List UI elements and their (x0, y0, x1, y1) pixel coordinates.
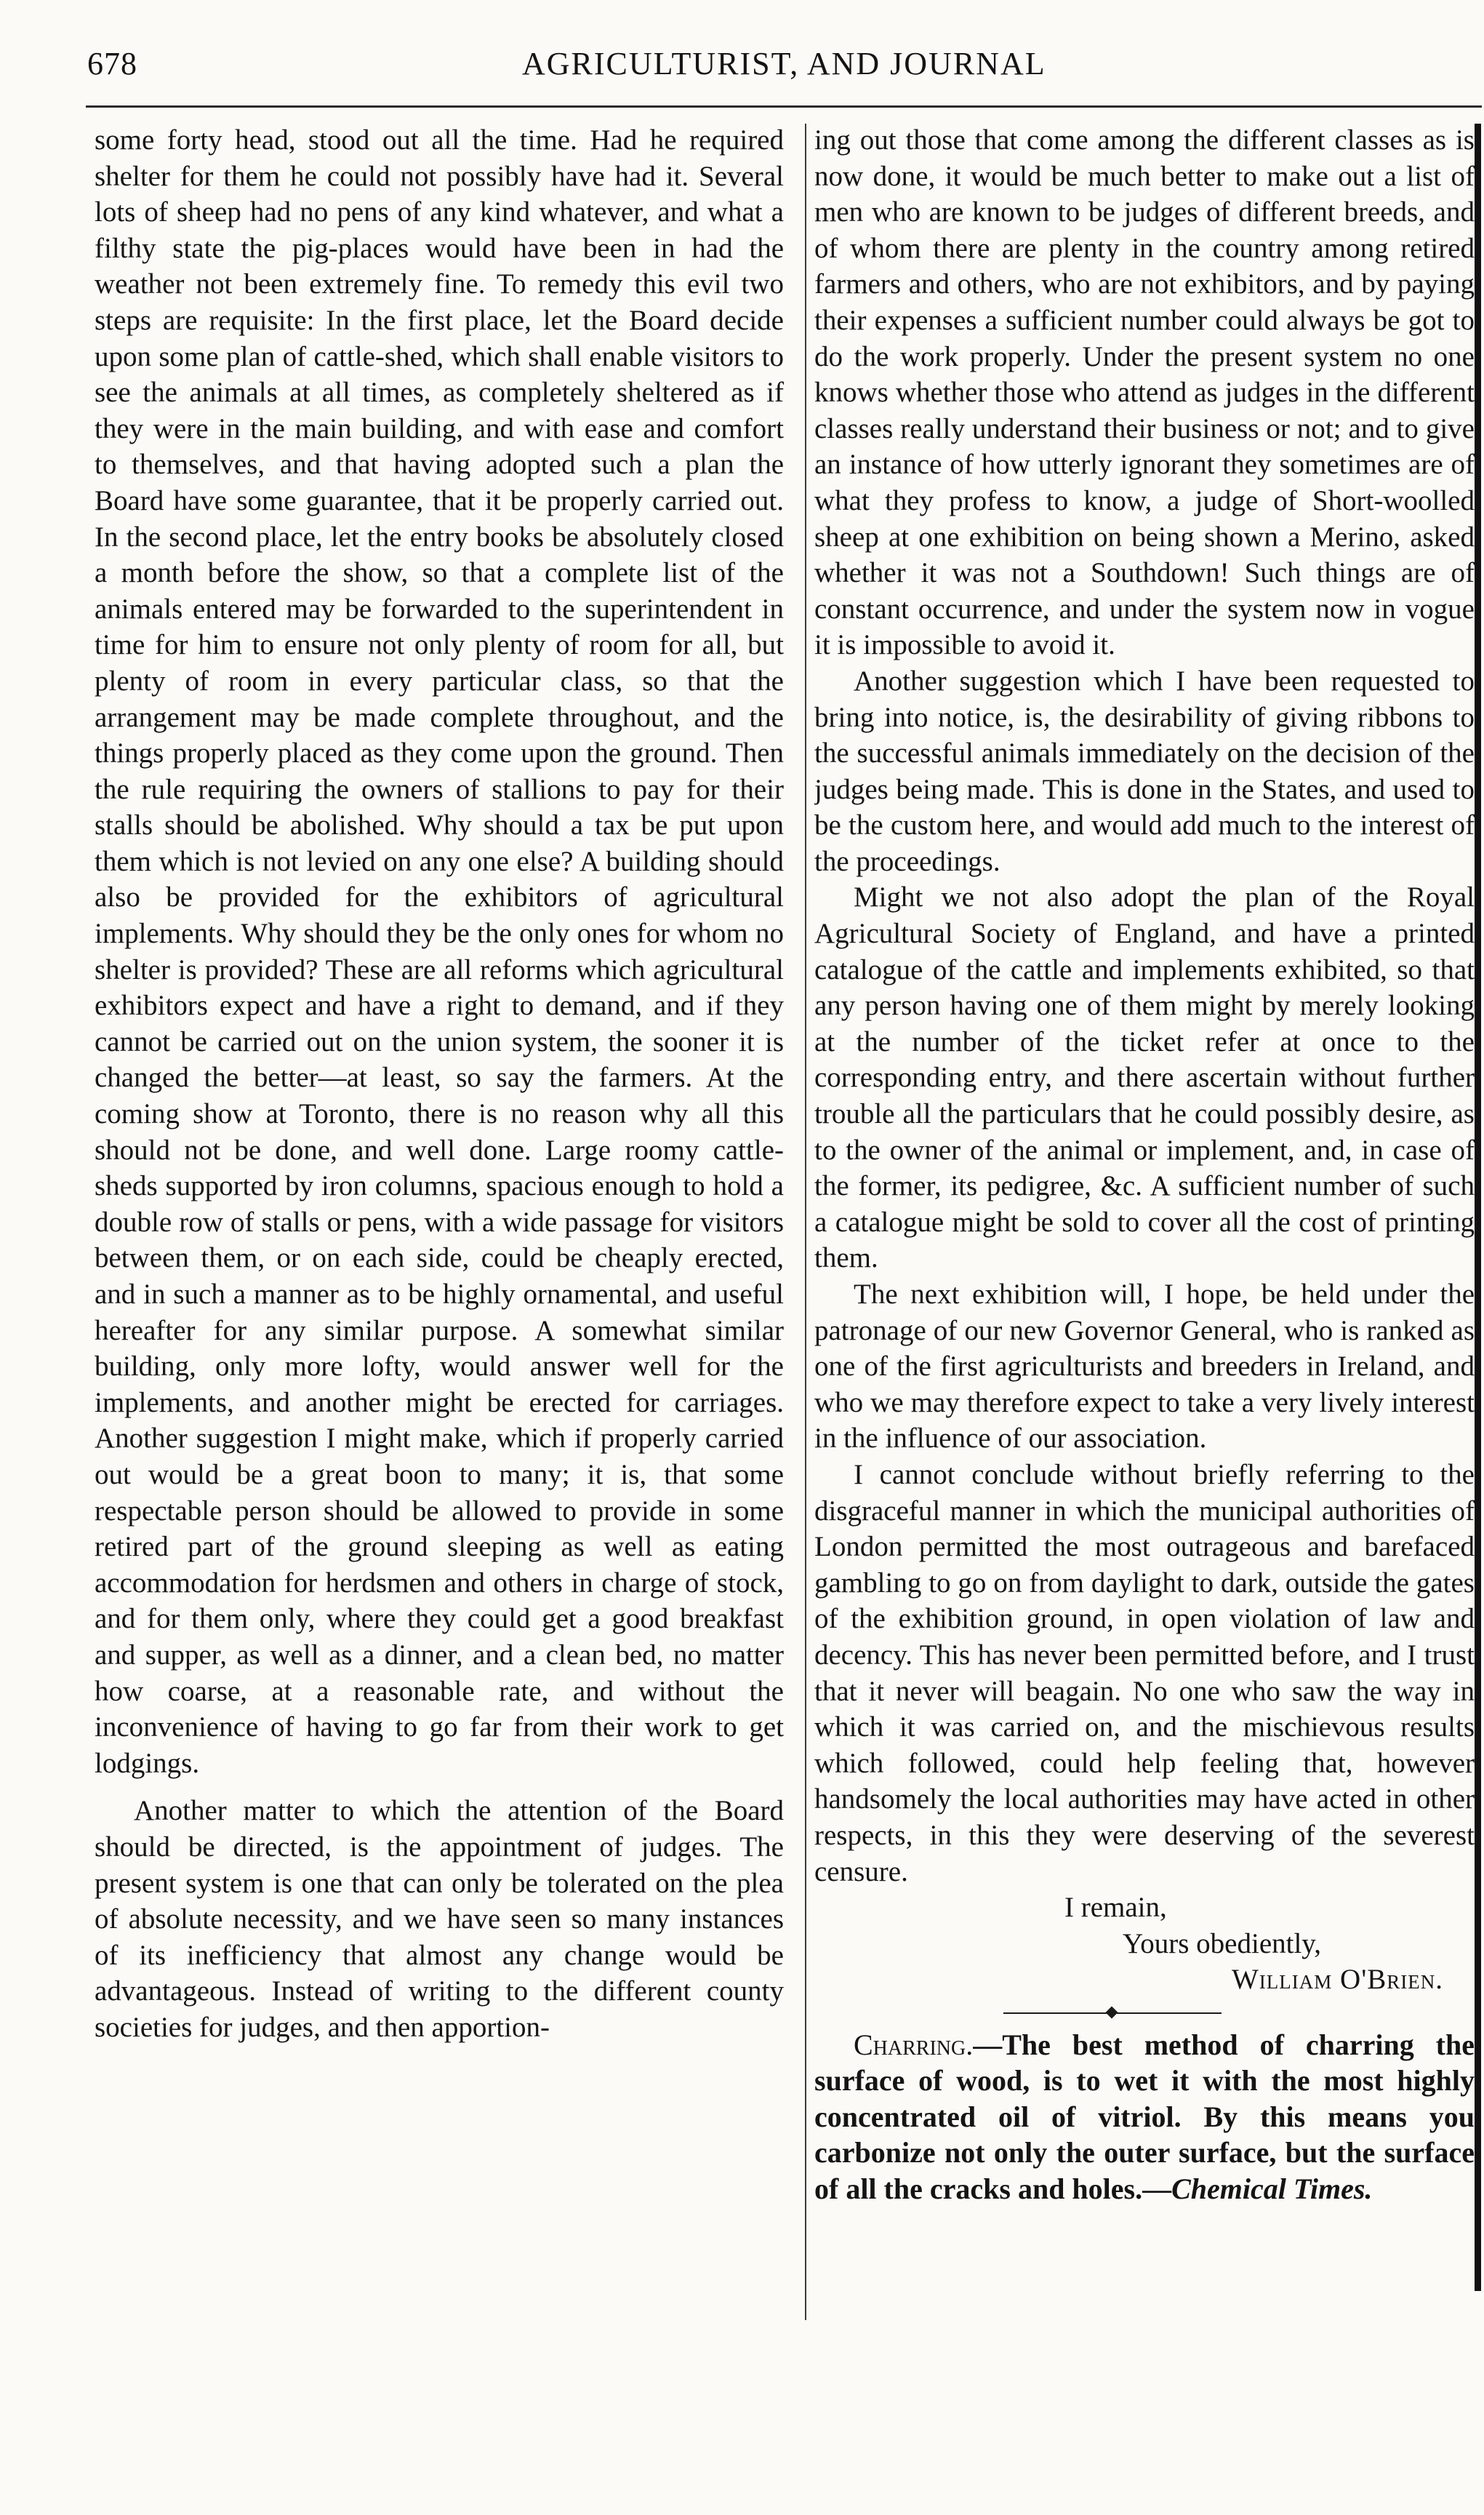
right-paragraph-1: ing out those that come among the different classes as is now done, it would be much better to make out a list of men who are known to be judges of different breeds, and of whom there are plenty in the country among retired farmers and others, who are not exhibitors, and by paying their expenses a sufficient number could always be got to do the work properly. Under the present system no one knows whether those who attend as judges in the different classes really understand their business or not; and to give an instance of how utterly ignorant they sometimes are of what they profess to know, a judge of Short-woolled sheep at one exhibition on being shown a Merino, asked whether it was not a Southdown! Such things are of constant occurrence, and under the system now in vogue it is impossible to avoid it. (814, 124, 1475, 661)
divider-diamond-icon (1106, 2006, 1118, 2018)
running-title: AGRICULTURIST, AND JOURNAL (522, 46, 1046, 81)
charring-lead: Charring. (854, 2028, 974, 2061)
page-number: 678 (87, 46, 137, 81)
page-header (87, 45, 1469, 96)
column-divider (805, 124, 806, 2320)
ornament-divider (1003, 2004, 1222, 2023)
right-paragraph-3: Might we not also adopt the plan of the Royal Agricultural Society of England, and have a printed catalogue of the cattle and implements exhibited, so that any person having one of them might by merely looking at the number of the ticket refer at once to the corresponding entry, and there ascertain without further trouble all the particulars that he could possibly desire, as to the owner of the animal or implement, and, in case of the former, its pedigree, &c. A sufficient number of such a catalogue might be sold to cover all the cost of printing them. (814, 881, 1475, 1274)
charring-note (814, 2027, 1475, 2207)
signoff-yours: Yours obediently, (1123, 1927, 1322, 1959)
right-paragraph-4: The next exhibition will, I hope, be held under the patronage of our new Governor General, who is ranked as one of the first agriculturists and breeders in Ireland, and who we may therefore expect to take a very lively interest in the influence of our association. (814, 1279, 1475, 1455)
charring-body: —The best method of charring the surface of wood, is to wet it with the most highly concentrated oil of vitriol. By this means you carbonize not only the outer surface, but the surface of all the cracks and holes.— (814, 2028, 1475, 2205)
left-column (95, 122, 784, 2045)
signoff-name: William O'Brien. (1232, 1964, 1443, 1996)
left-paragraph-2: Another matter to which the attention of the Board should be directed, is the appointment of judges. The present system is one that can only be tolerated on the plea of absolute necessity, and we have seen so many instances of its inefficiency that almost any change would be advantageous. Instead of writing to the different county societies for judges, and then apportion- (95, 1795, 784, 2043)
charring-source: Chemical Times. (1171, 2172, 1373, 2205)
header-rule (86, 105, 1482, 108)
right-column (814, 122, 1475, 2207)
right-paragraph-5: I cannot conclude without briefly referring to the disgraceful manner in which the municipal authorities of London permitted the most outrageous and barefaced gambling to go on from daylight to dark, outside the gates of the exhibition ground, in open violation of law and decency. This has never been permitted before, and I trust that it never will beagain. No one who saw the way in which it was carried on, and the mischievous results which followed, could help feeling that, however handsomely the local authorities may have acted in other respects, in this they were deserving of the severest censure. (814, 1458, 1475, 1887)
signoff-remain: I remain, (1064, 1892, 1167, 1924)
right-paragraph-2: Another suggestion which I have been requested to bring into notice, is, the desirability of giving ribbons to the successful animals immediately on the decision of the judges being made. This is done in the States, and used to be the custom here, and would add much to the interest of the proceedings. (814, 665, 1475, 877)
page-edge-shadow (1475, 124, 1481, 2291)
left-paragraph-1: some forty head, stood out all the time. Had he required shelter for them he could not possibly have had it. Several lots of sheep had no pens of any kind whatever, and what a filthy state the pig-places would have been in had the weather not been extremely fine. To remedy this evil two steps are requisite: In the first place, let the Board decide upon some plan of cattle-shed, which shall enable visitors to see the animals at all times, as completely sheltered as if they were in the main building, and with ease and comfort to themselves, and that having adopted such a plan the Board have some guarantee, that it be properly carried out. In the second place, let the entry books be absolutely closed a month before the show, so that a complete list of the animals entered may be forwarded to the superintendent in time for him to ensure not only plenty of room for all, but plenty of room in every particular class, so that the arrangement may be made complete throughout, and the things properly placed as they come upon the ground. Then the rule requiring the owners of stallions to pay for their stalls should be abolished. Why should a tax be put upon them which is not levied on any one else? A building should also be provided for the exhibitors of agricultural implements. Why should they be the only ones for whom no shelter is provided? These are all reforms which agricultural exhibitors expect and have a right to demand, and if they cannot be carried out on the union system, the sooner it is changed the better—at least, so say the farmers. At the coming show at Toronto, there is no reason why all this should not be done, and well done. Large roomy cattle-sheds supported by iron columns, spacious enough to hold a double row of stalls or pens, with a wide passage for visitors between them, or on each side, could be cheaply erected, and in such a manner as to be highly ornamental, and useful hereafter for any similar purpose. A somewhat similar building, only more lofty, would answer well for the implements, and another might be erected for carriages. Another suggestion I might make, which if properly carried out would be a great boon to many; it is, that some respectable person should be allowed to provide in some retired part of the ground sleeping as well as eating accommodation for herdsmen and others in charge of stock, and for them only, where they could get a good breakfast and supper, as well as a dinner, and a clean bed, no matter how coarse, at a reasonable rate, and without the inconvenience of having to go far from their work to get lodgings. (95, 124, 784, 1779)
